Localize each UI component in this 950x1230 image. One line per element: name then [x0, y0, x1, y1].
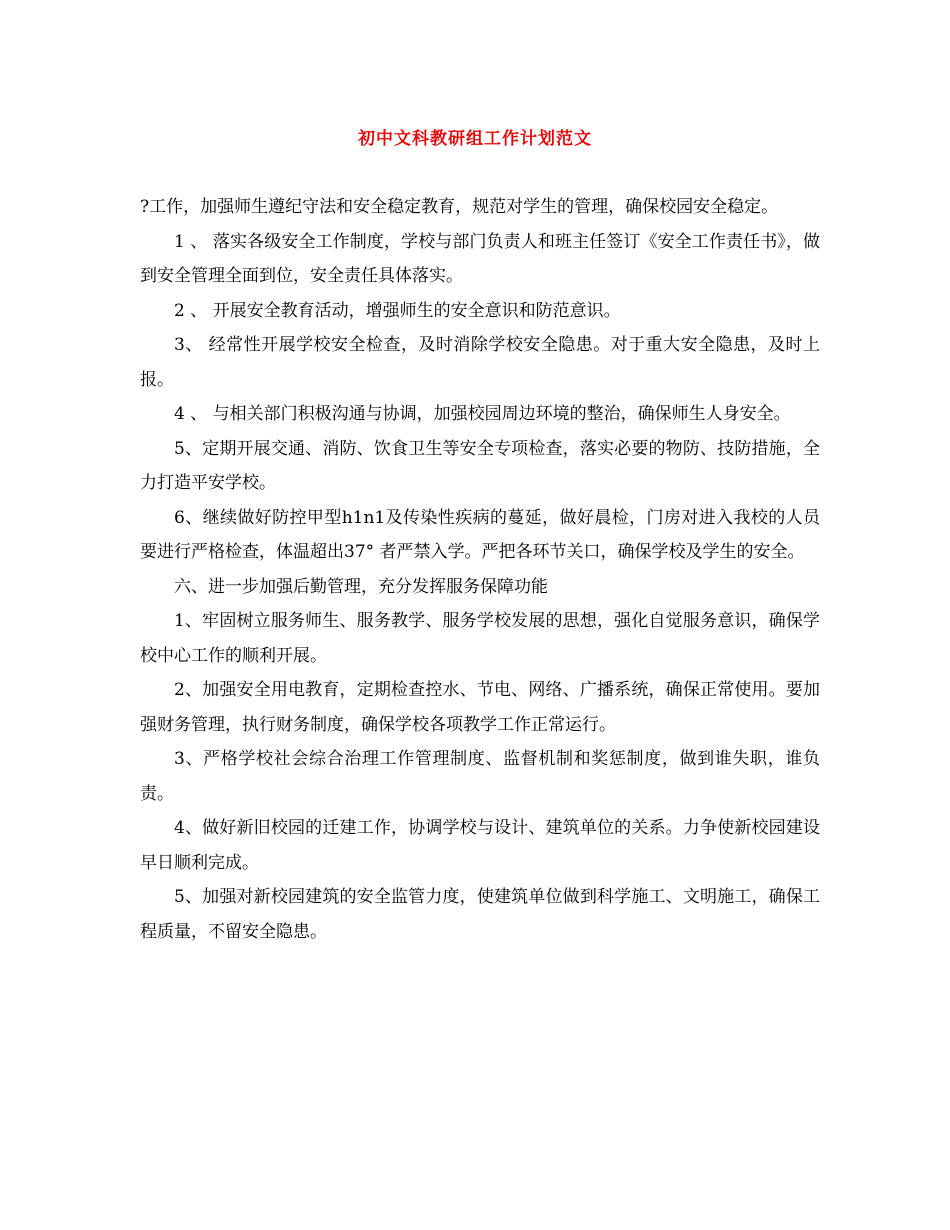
paragraph-logistics-3: 3、严格学校社会综合治理工作管理制度、监督机制和奖惩制度，做到谁失职，谁负责。 — [140, 749, 820, 804]
paragraph-item-5: 5、定期开展交通、消防、饮食卫生等安全专项检查，落实必要的物防、技防措施，全力打造平安学校。 — [140, 438, 820, 493]
paragraph-logistics-4: 4、做好新旧校园的迁建工作，协调学校与设计、建筑单位的关系。力争使新校园建设早日顺利完成。 — [140, 818, 820, 873]
paragraph-logistics-1: 1、牢固树立服务师生、服务教学、服务学校发展的思想，强化自觉服务意识，确保学校中心工作的顺利开展。 — [140, 611, 820, 666]
paragraph-logistics-5: 5、加强对新校园建筑的安全监管力度，使建筑单位做到科学施工、文明施工，确保工程质量，不留安全隐患。 — [140, 887, 820, 942]
document-body — [140, 190, 820, 949]
paragraph-item-2: 2 、 开展安全教育活动，增强师生的安全意识和防范意识。 — [174, 300, 621, 321]
document-title: 初中文科教研组工作计划范文 — [358, 129, 592, 149]
paragraph-intro: ?工作，加强师生遵纪守法和安全稳定教育，规范对学生的管理，确保校园安全稳定。 — [140, 197, 779, 217]
paragraph-logistics-2: 2、加强安全用电教育，定期检查控水、节电、网络、广播系统，确保正常使用。要加强财务管理，执行财务制度，确保学校各项教学工作正常运行。 — [140, 680, 820, 735]
paragraph-item-1: 1 、 落实各级安全工作制度，学校与部门负责人和班主任签订《安全工作责任书》，做到安全管理全面到位，安全责任具体落实。 — [140, 231, 820, 286]
paragraph-item-3: 3、 经常性开展学校安全检查，及时消除学校安全隐患。对于重大安全隐患，及时上报。 — [140, 335, 820, 390]
paragraph-item-4: 4 、 与相关部门积极沟通与协调，加强校园周边环境的整治，确保师生人身安全。 — [174, 404, 791, 424]
section-heading-six: 六、进一步加强后勤管理，充分发挥服务保障功能 — [174, 576, 548, 597]
paragraph-item-6: 6、继续做好防控甲型h1n1及传染性疾病的蔓延，做好晨检，门房对进入我校的人员要进行严格检查，体温超出37° 者严禁入学。严把各环节关口，确保学校及学生的安全。 — [140, 507, 820, 562]
